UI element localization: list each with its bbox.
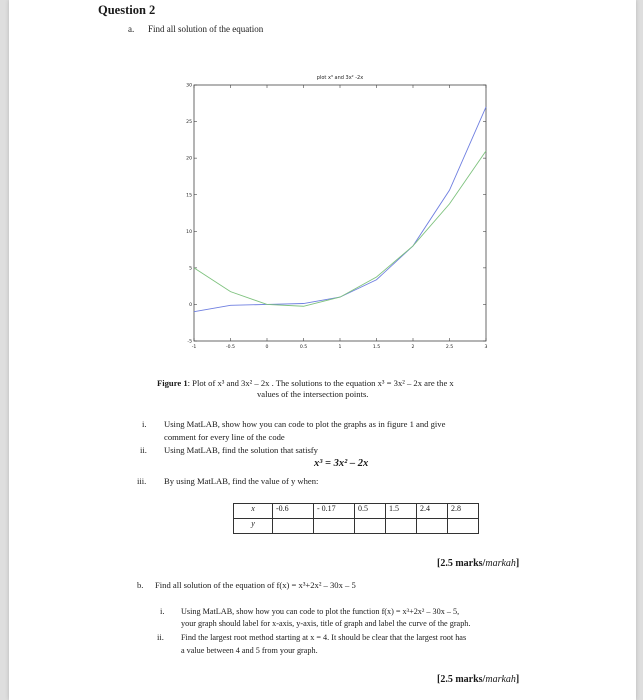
item-a-ii-num: ii. [140, 445, 147, 455]
table-y-label: y [234, 519, 273, 534]
y-tick-label: 0 [189, 303, 192, 309]
part-b-text: Find all solution of the equation of f(x) = x³+2x² – 30x – 5 [155, 580, 356, 590]
y-tick-label: 25 [186, 120, 192, 126]
y-tick-label: 20 [186, 156, 192, 162]
chart-title: plot x³ and 3x² -2x [316, 75, 364, 81]
table-cell: -0.6 [273, 504, 314, 519]
figure-caption-line2: values of the intersection points. [257, 389, 369, 399]
table-row-y [234, 519, 479, 534]
y-tick-label: 30 [186, 83, 192, 89]
item-b-ii-num: ii. [157, 632, 164, 642]
plot-area [194, 85, 486, 341]
item-b-ii-line1: Find the largest root method starting at x = 4. It should be clear that the largest root has [181, 633, 467, 642]
equation-display: x³ = 3x² – 2x [314, 458, 369, 469]
figure-label: Figure 1 [157, 378, 188, 388]
item-a-ii-line1: Using MatLAB, find the solution that satisfy [164, 445, 318, 455]
y-tick-label: 15 [186, 193, 192, 199]
part-b-label: b. [137, 580, 144, 590]
marks-part-a: [2.5 marks/markah] [437, 558, 520, 569]
x-tick-label: 3 [484, 345, 488, 350]
y-tick-label: 10 [186, 229, 192, 235]
table-cell: 2.4 [417, 504, 448, 519]
item-b-i-line1: Using MatLAB, show how you can code to plot the function f(x) = x³+2x² – 30x – 5, [181, 607, 460, 616]
table-cell: - 0.17 [314, 504, 355, 519]
table-cell-empty[interactable] [417, 519, 448, 534]
x-tick-label: -0.5 [226, 345, 235, 350]
part-a-label: a. [128, 24, 135, 34]
x-tick-label: 0 [265, 345, 269, 350]
item-a-i-line2: comment for every line of the code [164, 432, 285, 442]
x-tick-label: 2.5 [445, 345, 454, 350]
figure-caption [157, 378, 454, 389]
y-tick-label: 5 [189, 266, 192, 272]
table-cell: 0.5 [355, 504, 386, 519]
x-tick-label: 0.5 [299, 345, 308, 350]
item-a-iii-line1: By using MatLAB, find the value of y when: [164, 476, 319, 486]
table-cell-empty[interactable] [386, 519, 417, 534]
item-b-ii-line2: a value between 4 and 5 from your graph. [181, 646, 318, 655]
item-a-iii-num: iii. [137, 476, 147, 486]
x-tick-label: 1.5 [372, 345, 381, 350]
table-cell: 1.5 [386, 504, 417, 519]
x-tick-label: 1 [338, 345, 342, 350]
item-a-i-num: i. [142, 419, 147, 429]
item-b-i-num: i. [160, 606, 165, 616]
part-a-text: Find all solution of the equation [148, 24, 264, 34]
marks-part-b: [2.5 marks/markah] [437, 674, 520, 685]
table-cell-empty[interactable] [448, 519, 479, 534]
value-table [233, 503, 479, 534]
y-tick-label: -5 [187, 339, 192, 345]
table-cell-empty[interactable] [314, 519, 355, 534]
series-line-x3 [194, 107, 486, 312]
series-line-3x22x [194, 151, 486, 306]
item-a-i-line1: Using MatLAB, show how you can code to plot the graphs as in figure 1 and give [164, 419, 446, 429]
table-cell: 2.8 [448, 504, 479, 519]
figure-caption-line1: : Plot of x³ and 3x² – 2x . The solutions to the equation x³ = 3x² – 2x are the x [187, 378, 454, 388]
table-cell-empty[interactable] [273, 519, 314, 534]
item-b-i-line2: your graph should label for x-axis, y-axis, title of graph and label the curve of the graph. [181, 619, 471, 628]
table-cell-empty[interactable] [355, 519, 386, 534]
x-tick-label: -1 [191, 345, 197, 350]
question-title: Question 2 [98, 3, 156, 17]
table-x-label: x [234, 504, 273, 519]
table-row-x [234, 504, 479, 519]
x-tick-label: 2 [411, 345, 415, 350]
